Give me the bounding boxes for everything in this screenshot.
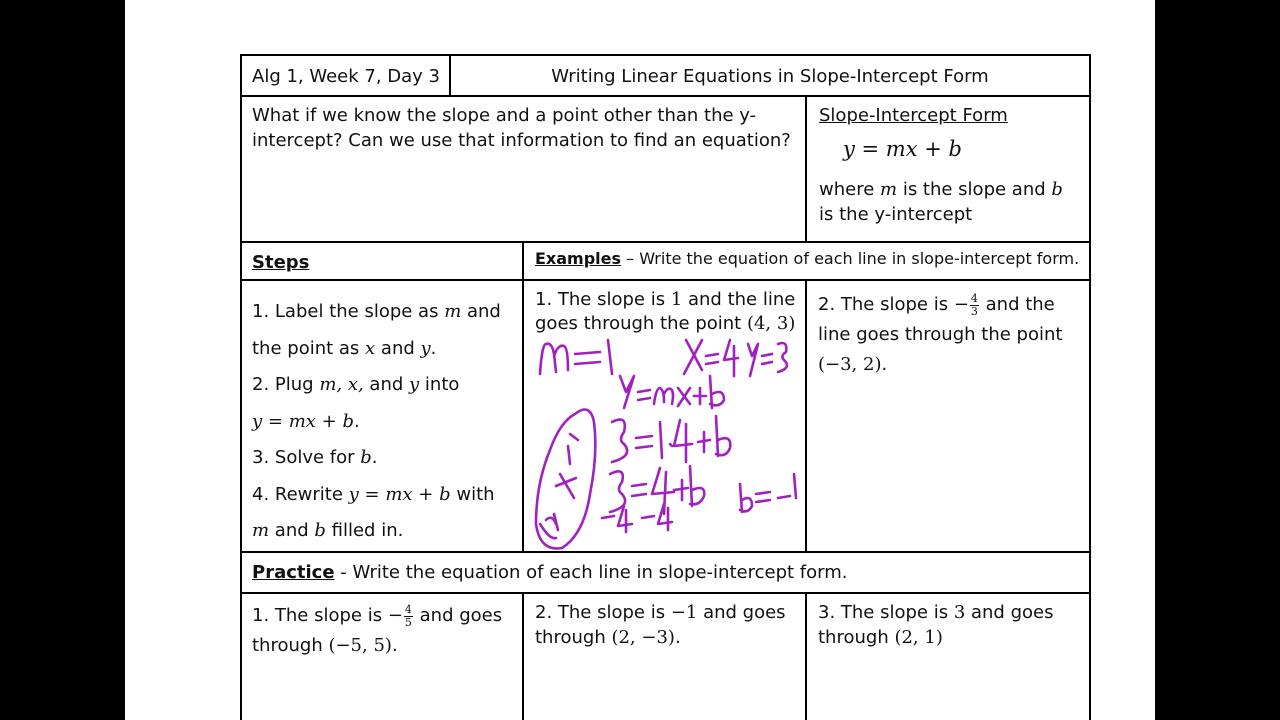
- practice-3: [818, 600, 1080, 650]
- page-title: Writing Linear Equations in Slope-Intercept Form: [551, 66, 989, 87]
- ink-stroke: [636, 416, 730, 462]
- ink-stroke: [575, 340, 612, 374]
- point-value: (−3, 2): [818, 354, 882, 375]
- text: with: [450, 483, 495, 505]
- steps-heading: Steps: [252, 252, 310, 273]
- text: 2. The slope is: [818, 294, 954, 315]
- worksheet-table: [240, 54, 1091, 720]
- text: .: [430, 337, 437, 359]
- slope-value: 3: [953, 602, 966, 623]
- ink-stroke: [540, 434, 578, 538]
- point-value: (2, 1): [894, 627, 943, 648]
- text: 1. Label the slope as: [252, 301, 445, 322]
- text: 1. The slope is: [535, 289, 671, 310]
- var-m: m: [252, 520, 270, 541]
- text: .: [391, 635, 398, 656]
- var-y: y: [409, 374, 420, 395]
- text: and the line goes through the point: [535, 289, 796, 334]
- practice-instruction: - Write the equation of each line in slope-intercept form.: [334, 562, 848, 583]
- sign: −: [387, 605, 403, 626]
- ink-stroke: [748, 343, 787, 376]
- text: 3. The slope is: [818, 602, 954, 623]
- text: 3. Solve for: [252, 447, 361, 468]
- var-b: b: [314, 520, 326, 541]
- numerator: 4: [404, 602, 412, 616]
- ink-stroke: [740, 474, 796, 512]
- slope-value: −1: [670, 602, 698, 623]
- text: .: [353, 410, 360, 432]
- text: and the line goes through the point: [818, 294, 1063, 345]
- text: 1. The slope is: [252, 605, 388, 626]
- text: .: [371, 447, 378, 468]
- practice-heading: Practice: [252, 562, 335, 583]
- examples-instruction: – Write the equation of each line in slope-intercept form.: [621, 249, 1080, 268]
- ink-stroke: [540, 344, 568, 374]
- var-m: m: [444, 301, 462, 322]
- var-b: b: [360, 447, 372, 468]
- denominator: 5: [404, 615, 412, 629]
- text: filled in.: [325, 520, 404, 541]
- practice-header: [252, 560, 1082, 585]
- text: and goes through: [818, 602, 1054, 648]
- slope-value: 1: [670, 289, 683, 310]
- text: and: [375, 337, 421, 359]
- practice-2: [535, 600, 800, 650]
- denominator: 3: [970, 304, 978, 318]
- sign: −: [953, 294, 969, 315]
- equation: y = mx + b: [348, 483, 451, 505]
- intro-question: What if we know the slope and a point other than the y-intercept? Can we use that information to find an equation?: [252, 105, 791, 151]
- text: and: [461, 301, 501, 322]
- equation: y = mx + b: [252, 410, 354, 432]
- var-m: m: [880, 179, 898, 200]
- numerator: 4: [970, 291, 978, 305]
- point-value: (2, −3): [611, 627, 675, 648]
- var-b: b: [1051, 179, 1063, 200]
- var-x: x: [365, 337, 376, 359]
- text: and goes through: [535, 602, 786, 648]
- text: 2. Plug: [252, 374, 320, 395]
- text: 2. The slope is: [535, 602, 671, 623]
- text: where: [819, 179, 881, 200]
- var-y: y: [420, 337, 431, 359]
- ink-stroke: [612, 420, 627, 462]
- text: 4. Rewrite: [252, 483, 349, 505]
- form-heading: Slope-Intercept Form: [819, 105, 1008, 126]
- ink-stroke: [684, 340, 738, 376]
- point-value: (−5, 5): [328, 635, 392, 656]
- worksheet-page: [125, 0, 1155, 720]
- text: .: [881, 354, 888, 375]
- text: is the slope and: [897, 179, 1052, 200]
- text: and: [363, 374, 410, 395]
- fraction: [404, 604, 413, 629]
- ink-stroke: [536, 410, 595, 549]
- ink-stroke: [620, 376, 724, 408]
- course-label: Alg 1, Week 7, Day 3: [252, 66, 441, 87]
- ink-stroke: [602, 504, 672, 532]
- formula: y = mx + b: [843, 137, 962, 161]
- text: the point as: [252, 337, 366, 359]
- text: and: [269, 520, 315, 541]
- practice-1: [252, 601, 517, 661]
- examples-heading: Examples: [535, 249, 622, 268]
- text: .: [674, 627, 681, 648]
- vars: m, x,: [319, 374, 364, 395]
- text: is the y-intercept: [819, 204, 973, 225]
- text: and goes through: [252, 605, 503, 656]
- text: into: [419, 374, 460, 395]
- point-value: (4, 3): [746, 313, 796, 334]
